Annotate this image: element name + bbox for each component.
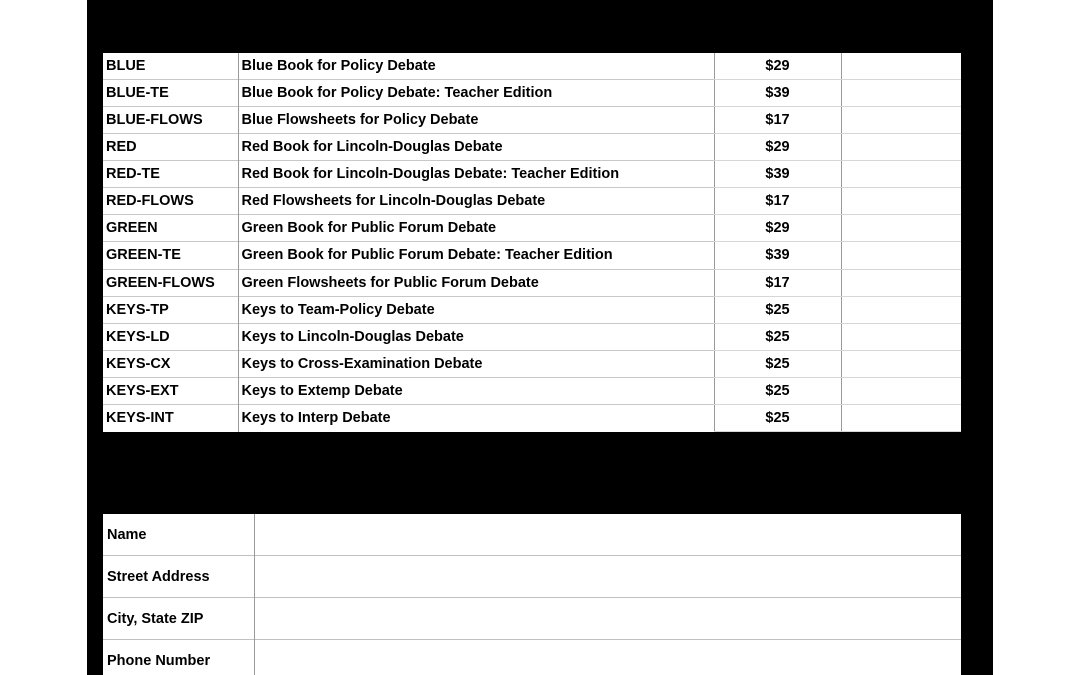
- quantity-cell[interactable]: [841, 377, 961, 404]
- field-label: Street Address: [103, 556, 254, 598]
- quantity-cell[interactable]: [841, 161, 961, 188]
- product-code: KEYS-LD: [103, 323, 238, 350]
- product-code: GREEN: [103, 215, 238, 242]
- product-price: $39: [714, 80, 841, 107]
- quantity-cell[interactable]: [841, 269, 961, 296]
- product-title: Green Book for Public Forum Debate: Teacher Edition: [238, 242, 714, 269]
- product-title: Blue Book for Policy Debate: [238, 53, 714, 80]
- customer-info-row: [103, 640, 961, 675]
- field-label: Name: [107, 526, 147, 543]
- product-price: $25: [714, 323, 841, 350]
- customer-field-input[interactable]: [255, 598, 962, 639]
- product-title: Keys to Interp Debate: [238, 404, 714, 431]
- product-price: $17: [714, 188, 841, 215]
- product-price: $29: [714, 53, 841, 80]
- product-title: Red Flowsheets for Lincoln-Douglas Debate: [238, 188, 714, 215]
- field-input-cell[interactable]: [254, 598, 961, 640]
- product-code: KEYS-TP: [103, 296, 238, 323]
- product-row: [103, 404, 961, 431]
- product-price: $29: [714, 215, 841, 242]
- quantity-cell[interactable]: [841, 53, 961, 80]
- quantity-cell[interactable]: [841, 242, 961, 269]
- product-code: KEYS-CX: [103, 350, 238, 377]
- customer-field-input[interactable]: [255, 556, 962, 597]
- customer-field-input[interactable]: [255, 640, 962, 675]
- product-title: Red Book for Lincoln-Douglas Debate: [238, 134, 714, 161]
- product-row: [103, 377, 961, 404]
- quantity-cell[interactable]: [841, 296, 961, 323]
- field-input-cell[interactable]: [254, 556, 961, 598]
- product-price: $25: [714, 377, 841, 404]
- quantity-cell[interactable]: [841, 404, 961, 431]
- quantity-cell[interactable]: [841, 323, 961, 350]
- product-row: [103, 188, 961, 215]
- product-code: KEYS-EXT: [103, 377, 238, 404]
- product-row: [103, 53, 961, 80]
- quantity-cell[interactable]: [841, 134, 961, 161]
- product-price: $17: [714, 269, 841, 296]
- product-row: [103, 215, 961, 242]
- product-row: [103, 242, 961, 269]
- quantity-cell[interactable]: [841, 107, 961, 134]
- customer-info-row: [103, 556, 961, 598]
- product-row: [103, 107, 961, 134]
- product-price: $17: [714, 107, 841, 134]
- product-title: Green Book for Public Forum Debate: [238, 215, 714, 242]
- product-row: [103, 296, 961, 323]
- product-order-table: [103, 53, 961, 432]
- product-code: KEYS-INT: [103, 404, 238, 431]
- customer-field-input[interactable]: [255, 514, 962, 555]
- product-row: [103, 134, 961, 161]
- product-code: GREEN-FLOWS: [103, 269, 238, 296]
- quantity-cell[interactable]: [841, 80, 961, 107]
- customer-info-table: [103, 514, 961, 675]
- product-title: Blue Book for Policy Debate: Teacher Edition: [238, 80, 714, 107]
- quantity-cell[interactable]: [841, 350, 961, 377]
- product-title: Keys to Cross-Examination Debate: [238, 350, 714, 377]
- field-label: Phone Number: [103, 640, 254, 675]
- product-code: BLUE-FLOWS: [103, 107, 238, 134]
- product-code: RED: [103, 134, 238, 161]
- product-code: GREEN-TE: [103, 242, 238, 269]
- product-price: $25: [714, 296, 841, 323]
- product-title: Keys to Lincoln-Douglas Debate: [238, 323, 714, 350]
- product-title: Red Book for Lincoln-Douglas Debate: Teacher Edition: [238, 161, 714, 188]
- product-row: [103, 350, 961, 377]
- product-code: RED-FLOWS: [103, 188, 238, 215]
- product-title: Green Flowsheets for Public Forum Debate: [238, 269, 714, 296]
- product-title: Keys to Team-Policy Debate: [238, 296, 714, 323]
- product-title: Keys to Extemp Debate: [238, 377, 714, 404]
- customer-info-row: [103, 514, 961, 556]
- product-title: Blue Flowsheets for Policy Debate: [238, 107, 714, 134]
- product-code: BLUE-TE: [103, 80, 238, 107]
- product-code: RED-TE: [103, 161, 238, 188]
- product-price: $25: [714, 350, 841, 377]
- quantity-cell[interactable]: [841, 215, 961, 242]
- product-price: $39: [714, 161, 841, 188]
- field-input-cell[interactable]: [254, 640, 961, 675]
- field-input-cell[interactable]: [254, 514, 961, 556]
- product-row: [103, 80, 961, 107]
- customer-info-row: [103, 598, 961, 640]
- product-row: [103, 323, 961, 350]
- product-code: BLUE: [106, 58, 146, 75]
- quantity-cell[interactable]: [841, 188, 961, 215]
- product-price: $25: [714, 404, 841, 431]
- field-label: City, State ZIP: [103, 598, 254, 640]
- product-row: [103, 161, 961, 188]
- product-row: [103, 269, 961, 296]
- product-price: $29: [714, 134, 841, 161]
- product-price: $39: [714, 242, 841, 269]
